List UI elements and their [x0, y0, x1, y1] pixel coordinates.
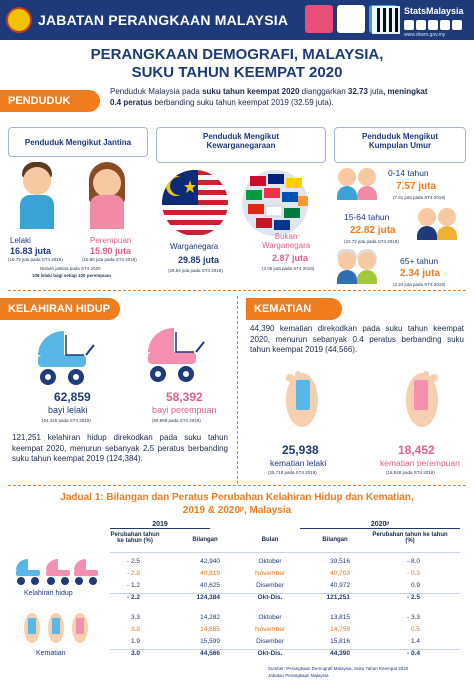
cell-month: Okt-Dis. — [257, 594, 283, 601]
age-65-prev: (2.24 juta pada ST4 2019) — [393, 282, 446, 287]
age-0-14-label: 0-14 tahun — [388, 168, 429, 178]
cell-count-2020: 13,815 — [330, 614, 350, 621]
cell-change-2019: 3.0 — [130, 650, 140, 657]
female-population: 15.90 juta — [90, 246, 132, 256]
deaths-table-label: Kematian — [36, 650, 66, 657]
social-icons — [404, 20, 462, 30]
male-deaths-label: kematian lelaki — [270, 458, 327, 468]
female-deaths-value: 18,452 — [398, 443, 435, 457]
male-births-label: bayi lelaki — [48, 405, 88, 415]
female-deaths-label: kematian perempuan — [380, 458, 460, 468]
citizen-population: 29.85 juta — [178, 255, 220, 265]
age-15-64-label: 15-64 tahun — [344, 212, 390, 222]
births-table-prams-icon — [12, 556, 102, 586]
male-population: 16.83 juta — [10, 246, 52, 256]
total-rule — [110, 593, 460, 594]
births-table-label: Kelahiran hidup — [24, 590, 73, 597]
cell-count-2019: 14,685 — [200, 626, 220, 633]
blue-foot-icon — [286, 371, 318, 427]
male-deaths-value: 25,938 — [282, 443, 319, 457]
cell-count-2020: 121,251 — [326, 594, 350, 601]
cell-count-2019: 40,625 — [200, 582, 220, 589]
flags-illustration — [160, 168, 330, 238]
cell-change-2020: - 0.3 — [406, 570, 420, 577]
male-label: Lelaki — [10, 236, 31, 245]
cell-count-2020: 14,759 — [330, 626, 350, 633]
cell-change-2019: - 2.2 — [126, 594, 140, 601]
female-births-value: 58,392 — [166, 390, 203, 404]
section-label-penduduk: PENDUDUK — [0, 90, 100, 112]
male-prev: (16.79 juta pada ST4 2019) — [8, 257, 63, 262]
vertical-divider — [237, 296, 238, 484]
col-count-2019: Bilangan — [192, 537, 218, 543]
male-births-value: 62,859 — [54, 390, 91, 404]
cell-count-2020: 15,816 — [330, 638, 350, 645]
cell-count-2020: 40,703 — [330, 570, 350, 577]
cell-count-2019: 40,819 — [200, 570, 220, 577]
cell-change-2019: - 2.5 — [126, 558, 140, 565]
website-url[interactable]: www.dosm.gov.my — [404, 32, 446, 38]
cell-change-2020: - 8.0 — [406, 558, 420, 565]
pink-pram-icon — [140, 322, 210, 384]
cell-change-2020: - 3.3 — [406, 614, 420, 621]
age-15-64-prev: (22.72 juta pada ST4 2019) — [344, 239, 399, 244]
citizen-prev: (29.54 juta pada ST4 2019) — [168, 268, 223, 273]
qr-code[interactable] — [372, 6, 400, 34]
total-rule — [110, 649, 460, 650]
female-prev: (15.80 juta pada ST4 2019) — [82, 257, 137, 262]
sex-ratio: 106 lelaki bagi setiap 100 perempuan — [32, 273, 112, 278]
header-bar — [0, 0, 474, 40]
title-line-1: PERANGKAAN DEMOGRAFI, MALAYSIA, — [90, 46, 384, 63]
year-2019-header: 2019 — [110, 521, 210, 529]
source-note: Sumber: Perangkaan Demografi Malaysia, Suku Tahun Keempat 2020 Jabatan Perangkaan Malaysia — [268, 666, 409, 678]
section-divider — [8, 290, 466, 291]
cell-month: Oktober — [258, 558, 282, 565]
age-65-label: 65+ tahun — [400, 256, 439, 266]
col-month: Bulan — [261, 537, 279, 543]
blue-pram-icon — [30, 325, 100, 387]
anniversary-logo — [337, 5, 365, 33]
population-summary: Penduduk Malaysia pada suku tahun keempat 2020 dianggarkan 32.73 juta, meningkat 0.4 peratus berbanding suku tahun keempat 2019 (32.59 juta). — [110, 87, 428, 107]
census-logo — [305, 5, 333, 33]
noncitizen-label: Bukan Warganegara — [262, 232, 311, 250]
female-births-prev: (59,969 pada ST4 2019) — [152, 418, 201, 423]
malaysia-flag-icon — [160, 168, 230, 238]
cell-change-2019: - 2.8 — [126, 570, 140, 577]
cell-count-2020: 39,516 — [330, 558, 350, 565]
cell-change-2020: - 2.5 — [406, 594, 420, 601]
section-label-births: KELAHIRAN HIDUP — [0, 298, 120, 320]
cell-change-2019: 3.3 — [130, 614, 140, 621]
stats-brand: StatsMalaysia — [404, 6, 464, 16]
cell-count-2019: 44,566 — [200, 650, 220, 657]
cell-month: Disember — [256, 638, 284, 645]
col-change-2020: Perubahan tahun ke tahun (%) — [372, 532, 448, 544]
instagram-icon[interactable] — [428, 20, 438, 30]
cell-count-2019: 14,282 — [200, 614, 220, 621]
agency-name: JABATAN PERANGKAAN MALAYSIA — [38, 12, 289, 28]
age-title: Penduduk Mengikut Kumpulan Umur — [362, 132, 438, 150]
age-15-64-value: 22.82 juta — [350, 225, 396, 236]
twitter-icon[interactable] — [416, 20, 426, 30]
cell-change-2020: - 0.4 — [406, 650, 420, 657]
cell-count-2020: 44,390 — [330, 650, 350, 657]
female-deaths-prev: (18,848 pada ST4 2019) — [386, 470, 435, 475]
sex-ratio-label: Nisbah jantina pada ST4 2020 — [40, 266, 101, 271]
cell-change-2019: - 1.2 — [126, 582, 140, 589]
age-0-14-value: 7.57 juta — [396, 181, 437, 192]
cell-month: Oktober — [258, 614, 282, 621]
births-summary: 121,251 kelahiran hidup direkodkan pada suku tahun keempat 2020, menurun sebanyak 2.5 peratus berbanding suku tahun keempat 2019 (124,384). — [12, 433, 228, 463]
noncitizen-prev: (3.05 juta pada ST4 2019) — [262, 266, 315, 271]
cell-count-2019: 15,599 — [200, 638, 220, 645]
col-count-2020: Bilangan — [322, 537, 348, 543]
coat-of-arms-logo — [6, 7, 32, 33]
page-title — [0, 46, 474, 82]
age-0-14-prev: (7.61 juta pada ST4 2019) — [393, 195, 446, 200]
female-label: Perempuan — [90, 236, 132, 245]
noncitizen-population: 2.87 juta — [272, 253, 309, 263]
cell-count-2020: 40,972 — [330, 582, 350, 589]
col-change-2019: Perubahan tahun ke tahun (%) — [110, 532, 160, 544]
gender-title: Penduduk Mengikut Jantina — [24, 138, 132, 147]
age-65-value: 2.34 juta — [400, 268, 441, 279]
male-deaths-prev: (25,718 pada ST4 2019) — [268, 470, 317, 475]
pink-foot-icon — [406, 371, 438, 427]
cell-change-2020: 1.4 — [410, 638, 420, 645]
cell-count-2019: 42,940 — [200, 558, 220, 565]
title-line-2: SUKU TAHUN KEEMPAT 2020 — [131, 64, 343, 81]
youtube-icon[interactable] — [440, 20, 450, 30]
feet-illustration — [262, 370, 462, 430]
deaths-summary: 44,390 kematian direkodkan pada suku tahun keempat 2020, menurun sebanyak 0.4 peratus berbanding suku tahun keempat 2019 (44,566). — [250, 324, 464, 354]
cell-change-2019: 3.8 — [130, 626, 140, 633]
cell-month: Okt-Dis. — [257, 650, 283, 657]
year-2020-header: 2020ᵖ — [300, 521, 460, 529]
citizenship-title: Penduduk Mengikut Kewarganegaraan — [203, 132, 279, 150]
cell-month: November — [255, 570, 285, 577]
cell-count-2019: 124,384 — [196, 594, 220, 601]
deaths-table-feet-icon — [16, 608, 106, 648]
cell-change-2020: 0.5 — [410, 626, 420, 633]
cell-month: November — [255, 626, 285, 633]
cell-change-2019: 1.9 — [130, 638, 140, 645]
male-births-prev: (64,415 pada ST4 2019) — [42, 418, 91, 423]
header-rule — [110, 552, 460, 553]
table-title: Jadual 1: Bilangan dan Peratus Perubahan Kelahiran Hidup dan Kematian, 2019 & 2020ᵖ, Malaysia — [60, 492, 414, 516]
citizen-label: Warganegara — [170, 242, 219, 251]
section-label-deaths: KEMATIAN — [246, 298, 342, 320]
world-flags-icon — [242, 170, 308, 236]
facebook-icon[interactable] — [404, 20, 414, 30]
cell-change-2020: 0.9 — [410, 582, 420, 589]
section-divider-2 — [8, 485, 466, 486]
female-births-label: bayi perempuan — [152, 405, 217, 415]
cell-month: Disember — [256, 582, 284, 589]
email-icon[interactable] — [452, 20, 462, 30]
